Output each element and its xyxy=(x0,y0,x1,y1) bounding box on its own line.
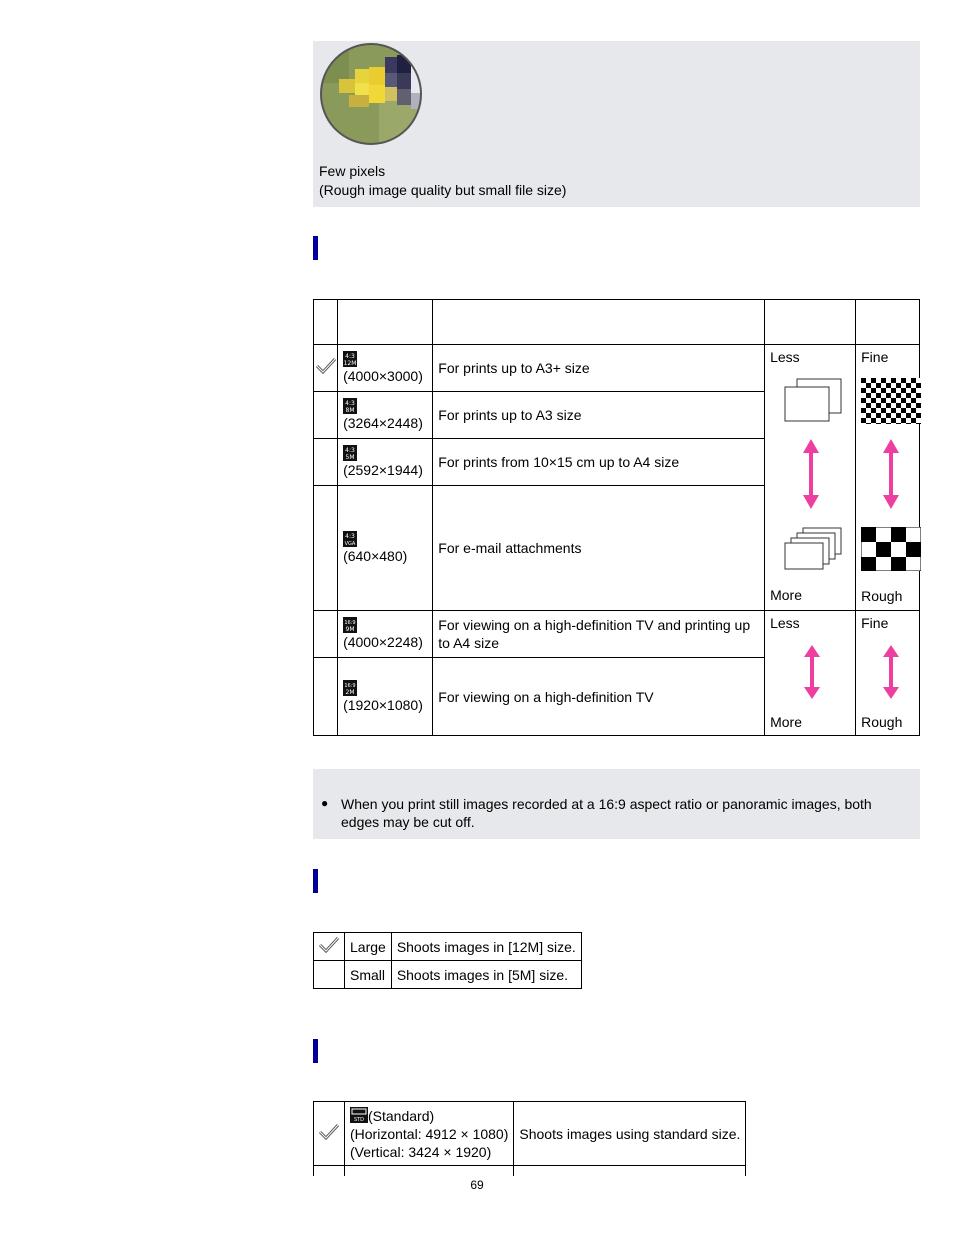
size-dimensions: (640×480) xyxy=(343,548,408,564)
size-dimensions: (3264×2448) xyxy=(343,415,423,431)
size-dimensions: (2592×1944) xyxy=(343,462,423,478)
icon-mode-label: STD xyxy=(353,1116,365,1123)
image-size-16-9-2m-icon xyxy=(343,680,357,696)
note-text: When you print still images recorded at a 16:9 aspect ratio or panoramic images, both edges may be cut off. xyxy=(341,796,872,830)
pixel-caption-title: Few pixels xyxy=(319,163,386,179)
image-quality-scale xyxy=(856,345,920,611)
header-cell xyxy=(433,300,765,345)
icon-size-label: 2M xyxy=(345,688,355,696)
image-size-12m-icon xyxy=(343,351,357,367)
pixelated-bird-image xyxy=(319,43,423,145)
option-label: Small xyxy=(345,961,392,989)
description-cell xyxy=(514,1166,746,1176)
option-description: Shoots images in [12M] size. xyxy=(391,933,581,961)
section-marker-image-size xyxy=(313,236,318,260)
image-size-16-9-9m-icon xyxy=(343,617,357,633)
quality-rough-label: Rough xyxy=(861,588,903,604)
image-size-5m-icon xyxy=(343,445,357,461)
images-more-label: More xyxy=(770,714,802,730)
table-row xyxy=(314,961,582,989)
section-marker-standard-size xyxy=(313,1039,318,1063)
usage-cell: For prints up to A3+ size xyxy=(433,345,765,392)
usage-cell: For viewing on a high-definition TV and printing up to A4 size xyxy=(433,611,765,658)
usage-cell: For viewing on a high-definition TV xyxy=(433,658,765,736)
table-row xyxy=(314,1166,746,1176)
images-more-label: More xyxy=(770,587,802,603)
standard-name: (Standard) xyxy=(368,1107,435,1124)
option-label: Large xyxy=(345,933,392,961)
table-row xyxy=(314,611,920,658)
icon-aspect-label: 4:3 xyxy=(345,447,355,454)
checkmark-icon xyxy=(318,1123,340,1141)
images-less-label: Less xyxy=(770,615,800,631)
rough-checkerboard-icon xyxy=(861,527,921,571)
usage-cell: For prints up to A3 size xyxy=(433,392,765,439)
check-cell xyxy=(314,658,338,736)
standard-panorama-icon xyxy=(350,1107,368,1123)
double-arrow-icon xyxy=(803,643,821,701)
option-description: Shoots images in [5M] size. xyxy=(391,961,581,989)
quality-rough-label: Rough xyxy=(861,714,903,730)
standard-vertical: (Vertical: 3424 × 1920) xyxy=(350,1143,492,1160)
checkmark-icon xyxy=(318,936,340,954)
page-number: 69 xyxy=(470,1178,484,1192)
header-cell xyxy=(856,300,920,345)
check-cell xyxy=(314,961,345,989)
standard-horizontal: (Horizontal: 4912 × 1080) xyxy=(350,1125,509,1142)
standard-description: Shoots images using standard size. xyxy=(514,1102,746,1166)
header-cell xyxy=(338,300,433,345)
section-marker-panorama-size xyxy=(313,869,318,893)
default-check-cell xyxy=(314,345,338,392)
icon-aspect-label: 16:9 xyxy=(344,682,356,689)
image-size-table xyxy=(313,299,920,736)
quality-fine-label: Fine xyxy=(861,615,889,631)
double-arrow-icon xyxy=(882,437,900,511)
size-dimensions: (4000×2248) xyxy=(343,634,423,651)
note-bullet: ● xyxy=(321,796,329,810)
images-less-label: Less xyxy=(770,349,800,365)
quality-fine-label: Fine xyxy=(861,349,889,365)
check-cell xyxy=(314,611,338,658)
header-cell xyxy=(314,300,338,345)
image-count-scale xyxy=(765,611,856,736)
panorama-size-table xyxy=(313,932,582,989)
icon-aspect-label: 16:9 xyxy=(344,620,356,627)
double-arrow-icon xyxy=(802,437,820,511)
icon-size-label: 5M xyxy=(345,454,355,461)
many-images-icon xyxy=(783,527,845,575)
table-header-row xyxy=(314,300,920,345)
image-count-scale xyxy=(765,345,856,611)
table-row xyxy=(314,933,582,961)
image-quality-scale xyxy=(856,611,920,736)
size-cell xyxy=(338,345,433,392)
size-dimensions: (1920×1080) xyxy=(343,696,423,713)
icon-size-label: 9M xyxy=(345,626,355,634)
size-dimensions: (4000×3000) xyxy=(343,368,423,384)
icon-size-label: 8M xyxy=(345,407,355,414)
size-cell xyxy=(338,439,433,486)
header-cell xyxy=(765,300,856,345)
check-cell xyxy=(314,439,338,486)
mode-cell xyxy=(345,1166,514,1176)
fine-checkerboard-icon xyxy=(861,378,921,424)
usage-cell: For prints from 10×15 cm up to A4 size xyxy=(433,439,765,486)
size-cell xyxy=(338,658,433,736)
check-cell xyxy=(314,392,338,439)
icon-aspect-label: 4:3 xyxy=(345,400,355,407)
standard-mode-cell xyxy=(345,1102,514,1166)
image-size-8m-icon xyxy=(343,398,357,414)
icon-aspect-label: 4:3 xyxy=(345,353,355,360)
standard-size-table xyxy=(313,1101,746,1176)
table-row xyxy=(314,345,920,392)
icon-size-label: VGA xyxy=(344,541,356,547)
image-size-vga-icon xyxy=(343,531,357,547)
pixel-caption-detail: (Rough image quality but small file size) xyxy=(319,182,567,198)
table-row xyxy=(314,1102,746,1166)
default-check-cell xyxy=(314,933,345,961)
icon-aspect-label: 4:3 xyxy=(345,533,355,540)
check-cell xyxy=(314,1166,345,1176)
size-cell xyxy=(338,611,433,658)
default-check-cell xyxy=(314,1102,345,1166)
double-arrow-icon xyxy=(882,643,900,701)
usage-cell: For e-mail attachments xyxy=(433,486,765,611)
icon-size-label: 12M xyxy=(343,360,357,367)
check-cell xyxy=(314,486,338,611)
few-images-icon xyxy=(783,377,845,425)
size-cell xyxy=(338,486,433,611)
checkmark-icon xyxy=(315,357,337,375)
size-cell xyxy=(338,392,433,439)
